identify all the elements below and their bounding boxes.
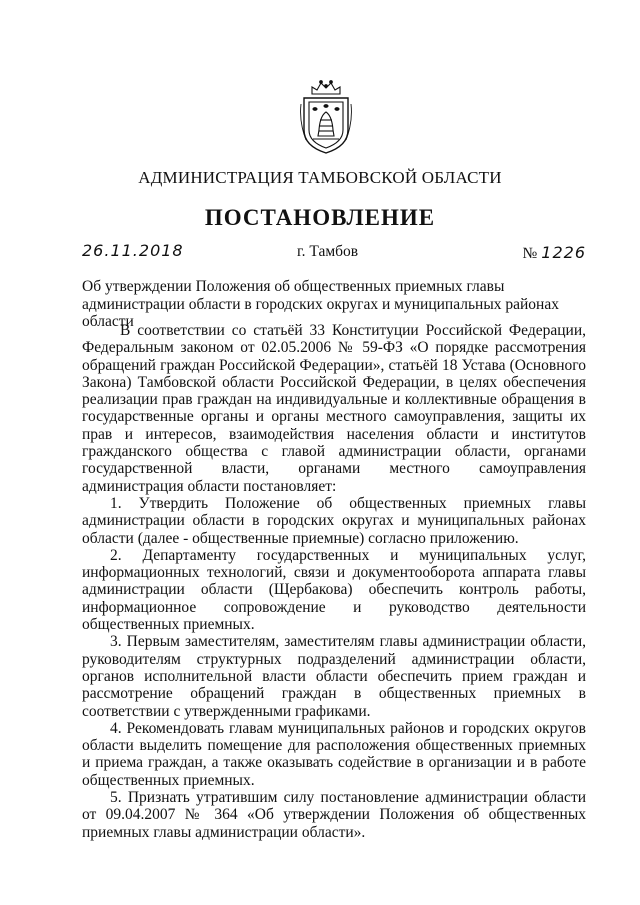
document-city: г. Тамбов: [297, 243, 359, 260]
document-type: ПОСТАНОВЛЕНИЕ: [204, 205, 436, 230]
item-number: 3.: [110, 633, 122, 651]
item-number: 4.: [110, 719, 122, 737]
item-paragraph: [82, 633, 586, 719]
document-number: [522, 243, 586, 263]
item-paragraph: [82, 495, 586, 547]
coat-of-arms-icon: [298, 78, 354, 156]
item-number: 2.: [110, 546, 122, 564]
item-number: 5.: [110, 789, 122, 807]
item-paragraph: [82, 789, 586, 841]
item-text: Первым заместителям, заместителям главы администрации области, руководителям структурных подразделений администрации области, органов исполнительной власти области обеспечить прием граждан и рассмотрение обращений граждан в общественных приемных в соответствии с утвержденными графиками.: [82, 633, 586, 720]
item-number: 1.: [110, 494, 122, 512]
document-date: 26.11.2018: [82, 241, 184, 260]
number-value: 1226: [541, 243, 586, 262]
item-text: Утвердить Положение об общественных приемных главы администрации области в городских округах и муниципальных районах области (далее - общественные приемные) согласно приложению.: [82, 494, 587, 547]
item-text: Рекомендовать главам муниципальных районов и городских округов области выделить помещение для расположения общественных приемных и приема граждан, а также оказывать содействие в организации и в работе общественных приемных.: [82, 719, 586, 789]
item-paragraph: [82, 547, 586, 633]
item-paragraph: [82, 720, 586, 789]
document-body: [82, 322, 586, 841]
number-sign: №: [522, 245, 538, 262]
preamble-paragraph: В соответствии со статьёй 33 Конституции Российской Федерации, Федеральным законом от 02.05.2006 № 59-ФЗ «О порядке рассмотрения обращений граждан Российской Федерации», статьёй 18 Устава (Основного Закона) Тамбовской области Российской Федерации, в целях обеспечения реализации прав граждан на индивидуальные и коллективные обращения в государственные органы и органы местного самоуправления, защиты их прав и интересов, взаимодействия населения области и институтов гражданского общества с главой администрации области, органами государственной власти, органами местного самоуправления администрация области постановляет:: [82, 322, 586, 495]
item-text: Департаменту государственных и муниципальных услуг, информационных технологий, связи и документооборота аппарата главы администрации области (Щербакова) обеспечить контроль работы, информационное сопровождение и руководство деятельности общественных приемных.: [82, 546, 586, 634]
document-subject: Об утверждении Положения об общественных приемных главы администрации области в городских округах и муниципальных районах области: [82, 278, 559, 330]
organization-name: АДМИНИСТРАЦИЯ ТАМБОВСКОЙ ОБЛАСТИ: [138, 168, 502, 187]
item-text: Признать утратившим силу постановление администрации области от 09.04.2007 № 364 «Об утверждении Положения об общественных приемных главы администрации области».: [82, 789, 587, 841]
document-meta: [82, 243, 586, 267]
